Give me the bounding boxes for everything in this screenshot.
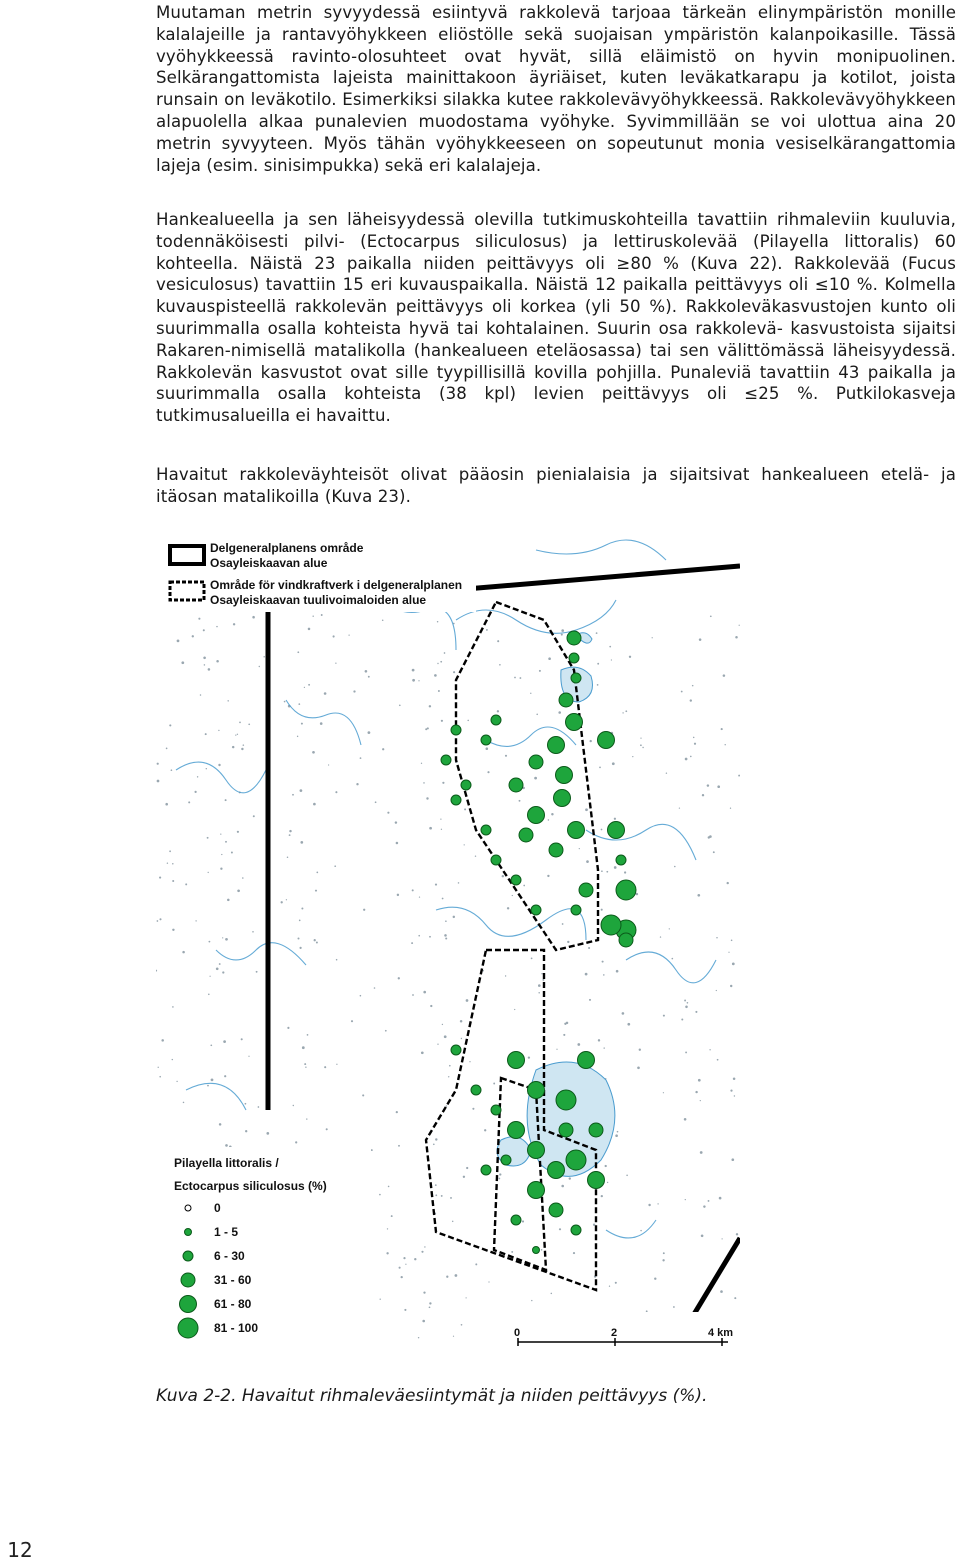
sampling-point bbox=[491, 855, 501, 865]
coverage-legend-title-2: Ectocarpus siliculosus (%) bbox=[174, 1179, 327, 1193]
legend-dashed-label-2: Osayleiskaavan tuulivoimaloiden alue bbox=[210, 593, 427, 607]
legend-marker bbox=[185, 1229, 192, 1236]
scale-label-2: 2 bbox=[611, 1327, 618, 1339]
legend-marker bbox=[183, 1251, 193, 1261]
scale-bar bbox=[508, 1312, 740, 1352]
sampling-point bbox=[588, 1172, 605, 1189]
sampling-point bbox=[531, 905, 541, 915]
sampling-point bbox=[533, 1247, 540, 1254]
sampling-point bbox=[528, 1182, 545, 1199]
legend-class-label: 0 bbox=[214, 1201, 221, 1215]
sampling-point bbox=[471, 1085, 481, 1095]
sampling-point bbox=[601, 915, 621, 935]
legend-solid-label-2: Osayleiskaavan alue bbox=[210, 556, 328, 570]
sampling-point bbox=[589, 1123, 603, 1137]
sampling-point bbox=[598, 732, 615, 749]
sampling-point bbox=[511, 875, 521, 885]
sampling-point bbox=[569, 653, 579, 663]
sampling-point bbox=[616, 880, 636, 900]
boundary-legend bbox=[156, 530, 476, 612]
sampling-point bbox=[528, 1142, 545, 1159]
sampling-point bbox=[481, 735, 491, 745]
sampling-point bbox=[528, 807, 545, 824]
sampling-point bbox=[616, 855, 626, 865]
sampling-point bbox=[519, 828, 533, 842]
legend-marker bbox=[185, 1205, 191, 1211]
sampling-point bbox=[579, 883, 593, 897]
sampling-point bbox=[559, 1123, 573, 1137]
sampling-point bbox=[571, 673, 581, 683]
sampling-point bbox=[481, 825, 491, 835]
sampling-point bbox=[501, 1155, 511, 1165]
legend-class-label: 81 - 100 bbox=[214, 1321, 259, 1335]
sampling-point bbox=[556, 767, 573, 784]
legend-marker bbox=[178, 1318, 198, 1338]
sampling-point bbox=[509, 778, 523, 792]
sampling-point bbox=[508, 1052, 525, 1069]
legend-class-label: 1 - 5 bbox=[214, 1225, 239, 1239]
legend-class-label: 31 - 60 bbox=[214, 1273, 252, 1287]
sampling-point bbox=[556, 1090, 576, 1110]
sampling-point bbox=[568, 822, 585, 839]
sampling-point bbox=[567, 631, 581, 645]
sampling-point bbox=[491, 1105, 501, 1115]
sampling-point bbox=[511, 1215, 521, 1225]
page-number: 12 bbox=[7, 1538, 33, 1562]
sampling-point bbox=[548, 737, 565, 754]
sampling-point bbox=[566, 714, 583, 731]
survey-map bbox=[156, 530, 740, 1352]
sampling-point bbox=[441, 755, 451, 765]
sampling-point bbox=[451, 1045, 461, 1055]
sampling-point bbox=[481, 1165, 491, 1175]
sampling-point bbox=[549, 1203, 563, 1217]
legend-class-label: 61 - 80 bbox=[214, 1297, 252, 1311]
scale-label-0: 0 bbox=[514, 1327, 521, 1339]
sampling-point bbox=[451, 725, 461, 735]
paragraph-2: Hankealueella ja sen läheisyydessä olevilla tutkimuskohteilla tavattiin rihmaleviin kuuluvia, todennäköisesti pilvi- (Ectocarpus siliculosus) ja lettiruskolevää (Pilayella littoralis) 60 kohteella. Näistä 23 paikalla niiden peittävyys oli ≥80 % (Kuva 22). Rakkolevää (Fucus vesiculosus) tavattiin 15 eri kuvauspaikalla. Näistä 12 paikalla peittävyys oli ≤10 %. Kolmella kuvauspisteellä rakkolevän peittävyys oli korkea (yli 50 %). Rakkoleväkasvustojen kunto oli suurimmalla osalla kohteista hyvä tai kohtalainen. Suurin osa rakkolevä- kasvustoista sijaitsi Rakaren-nimisellä matalikolla (hankealueen eteläosassa) tai sen välittömässä läheisyydessä. Rakkolevän kasvustot ovat sille tyypillisillä kovilla pohjilla. Punaleviä tavattiin 43 paikalla ja suurimmalla osalla kohteista (38 kpl) levien peittävyys oli ≤25 %. Putkilokasveja tutkimusalueilla ei havaittu. bbox=[156, 210, 956, 426]
sampling-point bbox=[619, 933, 633, 947]
figure-caption: Kuva 2-2. Havaitut rihmaleväesiintymät ja niiden peittävyys (%). bbox=[156, 1386, 708, 1406]
coverage-legend-title-1: Pilayella littoralis / bbox=[174, 1156, 279, 1170]
sampling-point bbox=[571, 1225, 581, 1235]
sampling-point bbox=[508, 1122, 525, 1139]
sampling-point bbox=[571, 905, 581, 915]
paragraph-1: Muutaman metrin syvyydessä esiintyvä rakkolevä tarjoaa tärkeän elinympäristön monille kalalajeille ja rantavyöhykkeen eliöstölle sekä suojaisan ympäristön kalanpoikasille. Tässä vyöhykkeessä ravinto-olosuhteet ovat hyvät, sillä eläimistö on hyvin monipuolinen. Selkärangattomista lajeista mainittakoon äyriäiset, kuten leväkatkarapu ja kotilot, joista runsain on leväkotilo. Esimerkiksi silakka kutee rakkolevävyöhykkeessä. Rakkolevävyöhykkeen alapuolella alkaa punalevien muodostama vyöhyke. Syvimmillään se voi ulottua aina 20 metrin syvyyteen. Myös tähän vyöhykkeeseen on sopeutunut monia vesiselkärangattomia lajeja (esim. sinisimpukka) sekä eri kalalajeja. bbox=[156, 3, 956, 175]
coverage-legend bbox=[156, 1147, 371, 1352]
sampling-point bbox=[578, 1052, 595, 1069]
sampling-point bbox=[451, 795, 461, 805]
sampling-point bbox=[549, 843, 563, 857]
sampling-point bbox=[559, 693, 573, 707]
sampling-point bbox=[529, 755, 543, 769]
legend-marker bbox=[180, 1296, 197, 1313]
sampling-point bbox=[461, 780, 471, 790]
paragraph-3: Havaitut rakkoleväyhteisöt olivat pääosin pienialaisia ja sijaitsivat hankealueen etelä- ja itäosan matalikoilla (Kuva 23). bbox=[156, 465, 956, 506]
sampling-point bbox=[608, 822, 625, 839]
sampling-point bbox=[554, 790, 571, 807]
scale-label-4: 4 km bbox=[708, 1327, 734, 1339]
sampling-point bbox=[491, 715, 501, 725]
legend-marker bbox=[181, 1273, 195, 1287]
sampling-point bbox=[548, 1162, 565, 1179]
sampling-point bbox=[566, 1150, 586, 1170]
legend-solid-label-1: Delgeneralplanens område bbox=[210, 541, 364, 555]
sampling-point bbox=[528, 1082, 545, 1099]
legend-class-label: 6 - 30 bbox=[214, 1249, 245, 1263]
legend-dashed-label-1: Område för vindkraftverk i delgeneralplanen bbox=[210, 578, 463, 592]
